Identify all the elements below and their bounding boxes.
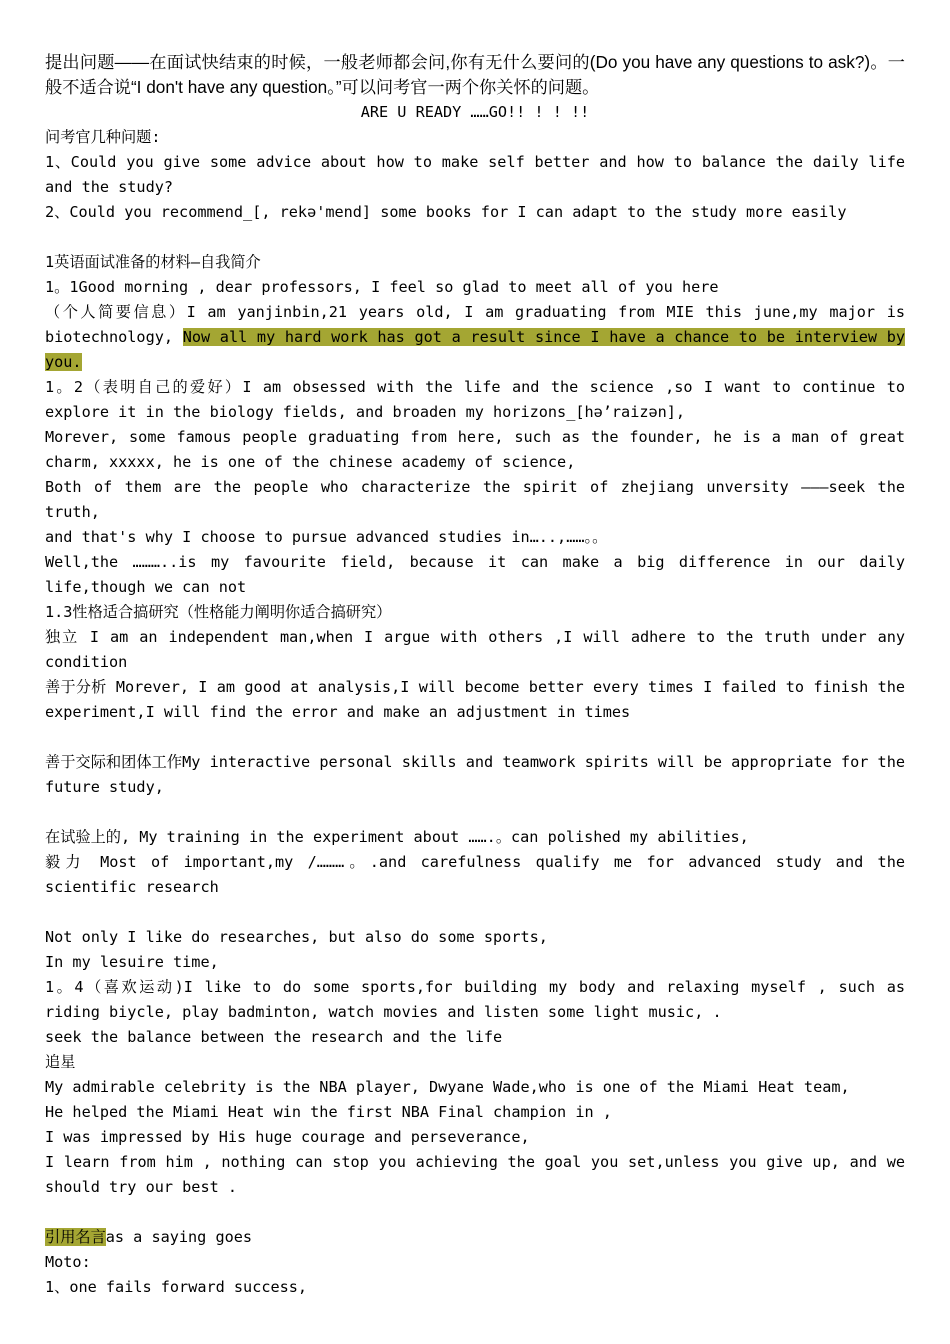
document-page — [45, 50, 905, 1300]
blank-line — [45, 725, 905, 750]
s12-paragraph-d: and that's why I choose to pursue advanced studies in…..,……。。 — [45, 528, 608, 546]
intro-paragraph: 提出问题——在面试快结束的时候，一般老师都会问,你有无什么要问的(Do you have any questions to ask?)。一般不适合说“I don't have any question。”可以问考官一两个你关怀的问题。 — [45, 52, 905, 97]
moto-heading: Moto: — [45, 1253, 91, 1271]
questions-heading: 问考官几种问题: — [45, 128, 161, 146]
s12-paragraph-a: 1。2（表明自己的爱好）I am obsessed with the life and the science ,so I want to continue to explore it in the biology fields, and broaden my horizons_[hə’raizən], — [45, 378, 905, 421]
s11-info-text: （个人简要信息）I am yanjinbin,21 years old, I am graduating from MIE this june,my major is biotechnology, — [45, 303, 905, 346]
s13-independent: 独立 I am an independent man,when I argue with others ,I will adhere to the truth under any condition — [45, 628, 905, 671]
s12-paragraph-b: Morever, some famous people graduating from here, such as the founder, he is a man of great charm, xxxxx, he is one of the chinese academy of science, — [45, 428, 905, 471]
moto-item-1: 1、one fails forward success, — [45, 1278, 308, 1296]
s11-greeting: 1。1Good morning , dear professors, I feel so glad to meet all of you here — [45, 278, 719, 296]
s14-line-b: In my lesuire time, — [45, 953, 219, 971]
blank-line — [45, 1200, 905, 1225]
section1-heading: 1英语面试准备的材料—自我简介 — [45, 253, 261, 271]
star-heading: 追星 — [45, 1053, 76, 1071]
s14-line-a: Not only I like do researches, but also do some sports, — [45, 928, 548, 946]
quote-highlight: 引用名言 — [45, 1228, 106, 1246]
star-line-b: He helped the Miami Heat win the first NBA Final champion in , — [45, 1103, 612, 1121]
s14-balance: seek the balance between the research and the life — [45, 1028, 503, 1046]
s12-paragraph-c: Both of them are the people who characterize the spirit of zhejiang unversity ———seek the truth, — [45, 478, 905, 521]
quote-text: as a saying goes — [105, 1228, 253, 1246]
question-2: 2、Could you recommend_[, rekə'mend] some books for I can adapt to the study more easily — [45, 203, 847, 221]
ready-line: ARE U READY ……GO!! ! ! !! — [360, 103, 590, 121]
blank-line — [45, 225, 905, 250]
s13-perseverance: 毅力 Most of important,my /………。.and carefulness qualify me for advanced study and the scientific research — [45, 853, 905, 896]
star-line-c: I was impressed by His huge courage and perseverance, — [45, 1128, 530, 1146]
question-1: 1、Could you give some advice about how to make self better and how to balance the daily life and the study? — [45, 153, 905, 196]
s13-teamwork: 善于交际和团体工作My interactive personal skills and teamwork spirits will be appropriate for the future study, — [45, 753, 905, 796]
s14-sports: 1。4（喜欢运动)I like to do some sports,for building my body and relaxing myself , such as riding biycle, play badminton, watch movies and listen some light music, . — [45, 978, 905, 1021]
s12-paragraph-e: Well,the ………..is my favourite field, because it can make a big difference in our daily life,though we can not — [45, 553, 905, 596]
blank-line — [45, 800, 905, 825]
s13-heading: 1.3性格适合搞研究（性格能力阐明你适合搞研究） — [45, 603, 392, 621]
s11-info-paragraph — [45, 300, 905, 375]
s13-experiment: 在试验上的, My training in the experiment about …….。can polished my abilities, — [45, 828, 749, 846]
quote-line — [45, 1225, 905, 1250]
blank-line — [45, 900, 905, 925]
highlighted-sentence: Now all my hard work has got a result since I have a chance to be interview by you. — [45, 328, 905, 371]
star-line-a: My admirable celebrity is the NBA player, Dwyane Wade,who is one of the Miami Heat team, — [45, 1078, 850, 1096]
star-line-d: I learn from him , nothing can stop you achieving the goal you set,unless you give up, and we should try our best . — [45, 1153, 905, 1196]
s13-analysis: 善于分析 Morever, I am good at analysis,I will become better every times I failed to finish the experiment,I will find the error and make an adjustment in times — [45, 678, 905, 721]
